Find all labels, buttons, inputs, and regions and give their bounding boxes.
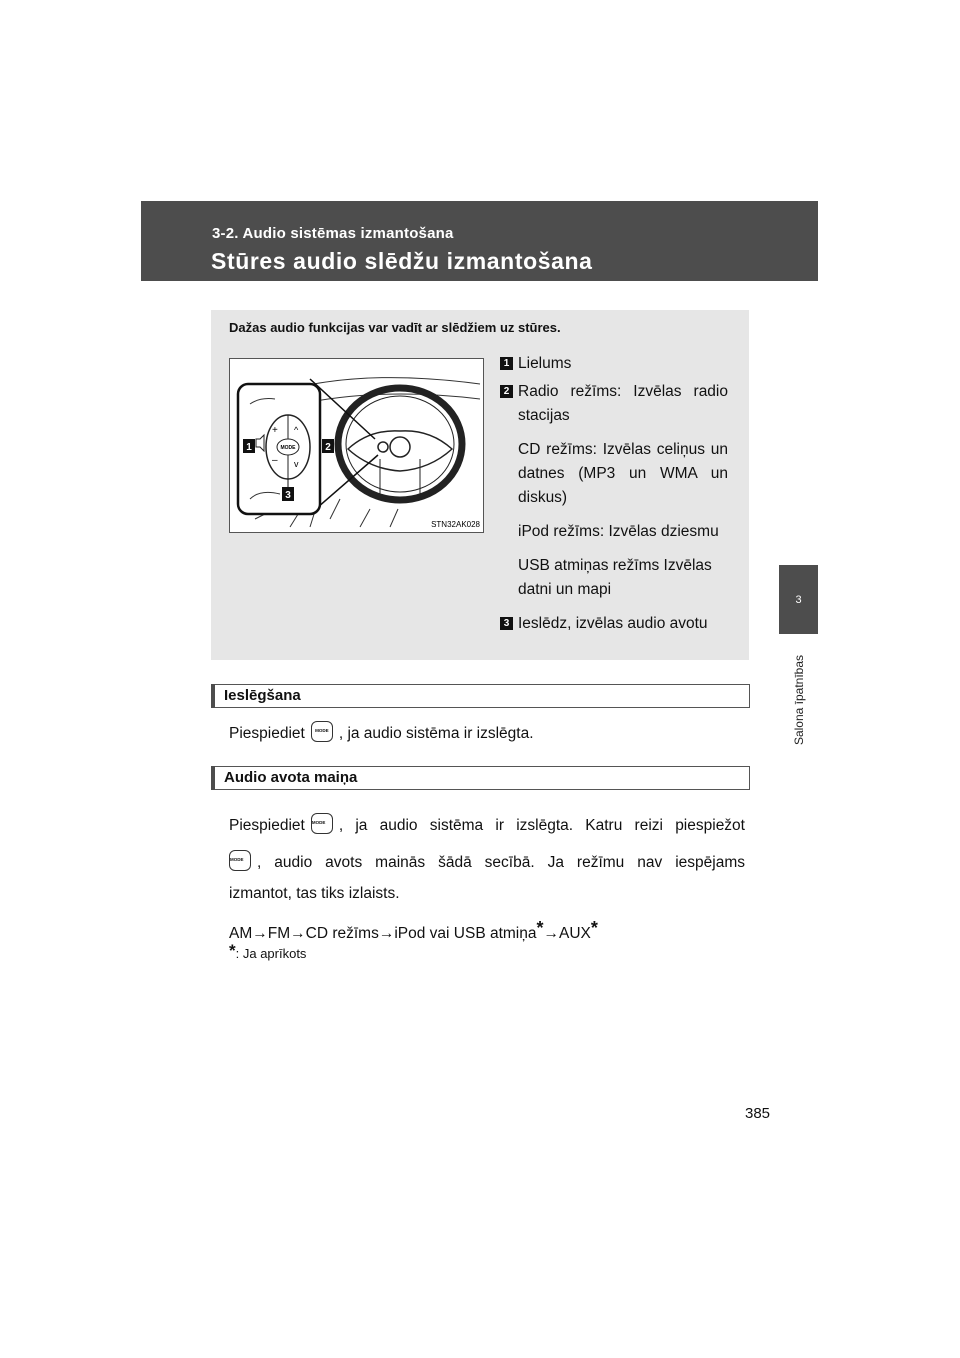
footnote: *: Ja aprīkots	[229, 941, 307, 961]
callout-1: 1	[246, 442, 252, 453]
source-line-1: Piespiediet MODE , ja audio sistēma ir izslēgta. Katru reizi piespiežot	[229, 810, 745, 842]
mode-button-icon: MODE	[311, 813, 333, 834]
legend-number-3: 3	[500, 617, 513, 630]
legend-sub-usb: USB atmiņas režīms Izvēlas datni un mapi	[518, 557, 712, 598]
legend-text-1: Lielums	[518, 355, 572, 372]
power-body-before: Piespiediet	[229, 725, 305, 742]
mode-button-icon: MODE	[311, 721, 333, 742]
mode-button-icon: MODE	[229, 850, 251, 871]
chapter-title: Salona īpatnības	[792, 654, 807, 746]
figure-mode-label: MODE	[280, 445, 296, 451]
legend-number-1: 1	[500, 357, 513, 370]
section-heading-power-text: Ieslēgšana	[224, 687, 301, 704]
legend-item-1	[500, 352, 728, 376]
svg-text:^: ^	[294, 425, 299, 435]
legend-text-2: Radio režīms: Izvēlas radio stacijas	[518, 383, 728, 424]
info-intro: Dažas audio funkcijas var vadīt ar slēdžiem uz stūres.	[229, 320, 561, 335]
source-sequence: AM→FM→CD režīms→iPod vai USB atmiņa*→AUX*	[229, 918, 598, 942]
legend-number-2: 2	[500, 385, 513, 398]
svg-text:+: +	[272, 425, 278, 436]
steering-wheel-illustration	[229, 358, 484, 533]
callout-2: 2	[325, 442, 331, 453]
svg-text:v: v	[294, 459, 299, 469]
page-title: Stūres audio slēdžu izmantošana	[211, 248, 593, 274]
chapter-number: 3	[795, 593, 802, 606]
legend-list	[500, 352, 728, 640]
steering-switch-diagram	[230, 359, 483, 532]
legend-text-3: Ieslēdz, izvēlas audio avotu	[518, 615, 708, 632]
source-line-2: MODE , audio avots mainās šādā secībā. Ja režīmu nav iespējams	[229, 847, 745, 879]
legend-item-2	[500, 380, 728, 428]
source-line-3: izmantot, tas tiks izlaists.	[229, 885, 400, 902]
legend-sub-cd: CD režīms: Izvēlas celiņus un datnes (MP3 un WMA un diskus)	[518, 441, 728, 506]
figure-code: STN32AK028	[431, 520, 480, 529]
section-label: 3-2. Audio sistēmas izmantošana	[212, 225, 454, 242]
chapter-title-vertical	[776, 640, 822, 760]
page-number: 385	[745, 1105, 771, 1122]
section-heading-power	[211, 684, 750, 708]
section-heading-source	[211, 766, 750, 790]
section-power-body	[229, 718, 745, 750]
chapter-tab	[779, 565, 818, 634]
legend-item-3	[500, 612, 728, 636]
power-body-after: , ja audio sistēma ir izslēgta.	[338, 725, 534, 742]
section-source-body	[229, 810, 745, 910]
callout-3: 3	[285, 490, 291, 501]
section-heading-source-text: Audio avota maiņa	[224, 769, 358, 786]
legend-sub-ipod: iPod režīms: Izvēlas dziesmu	[518, 523, 719, 540]
svg-text:–: –	[272, 455, 278, 466]
